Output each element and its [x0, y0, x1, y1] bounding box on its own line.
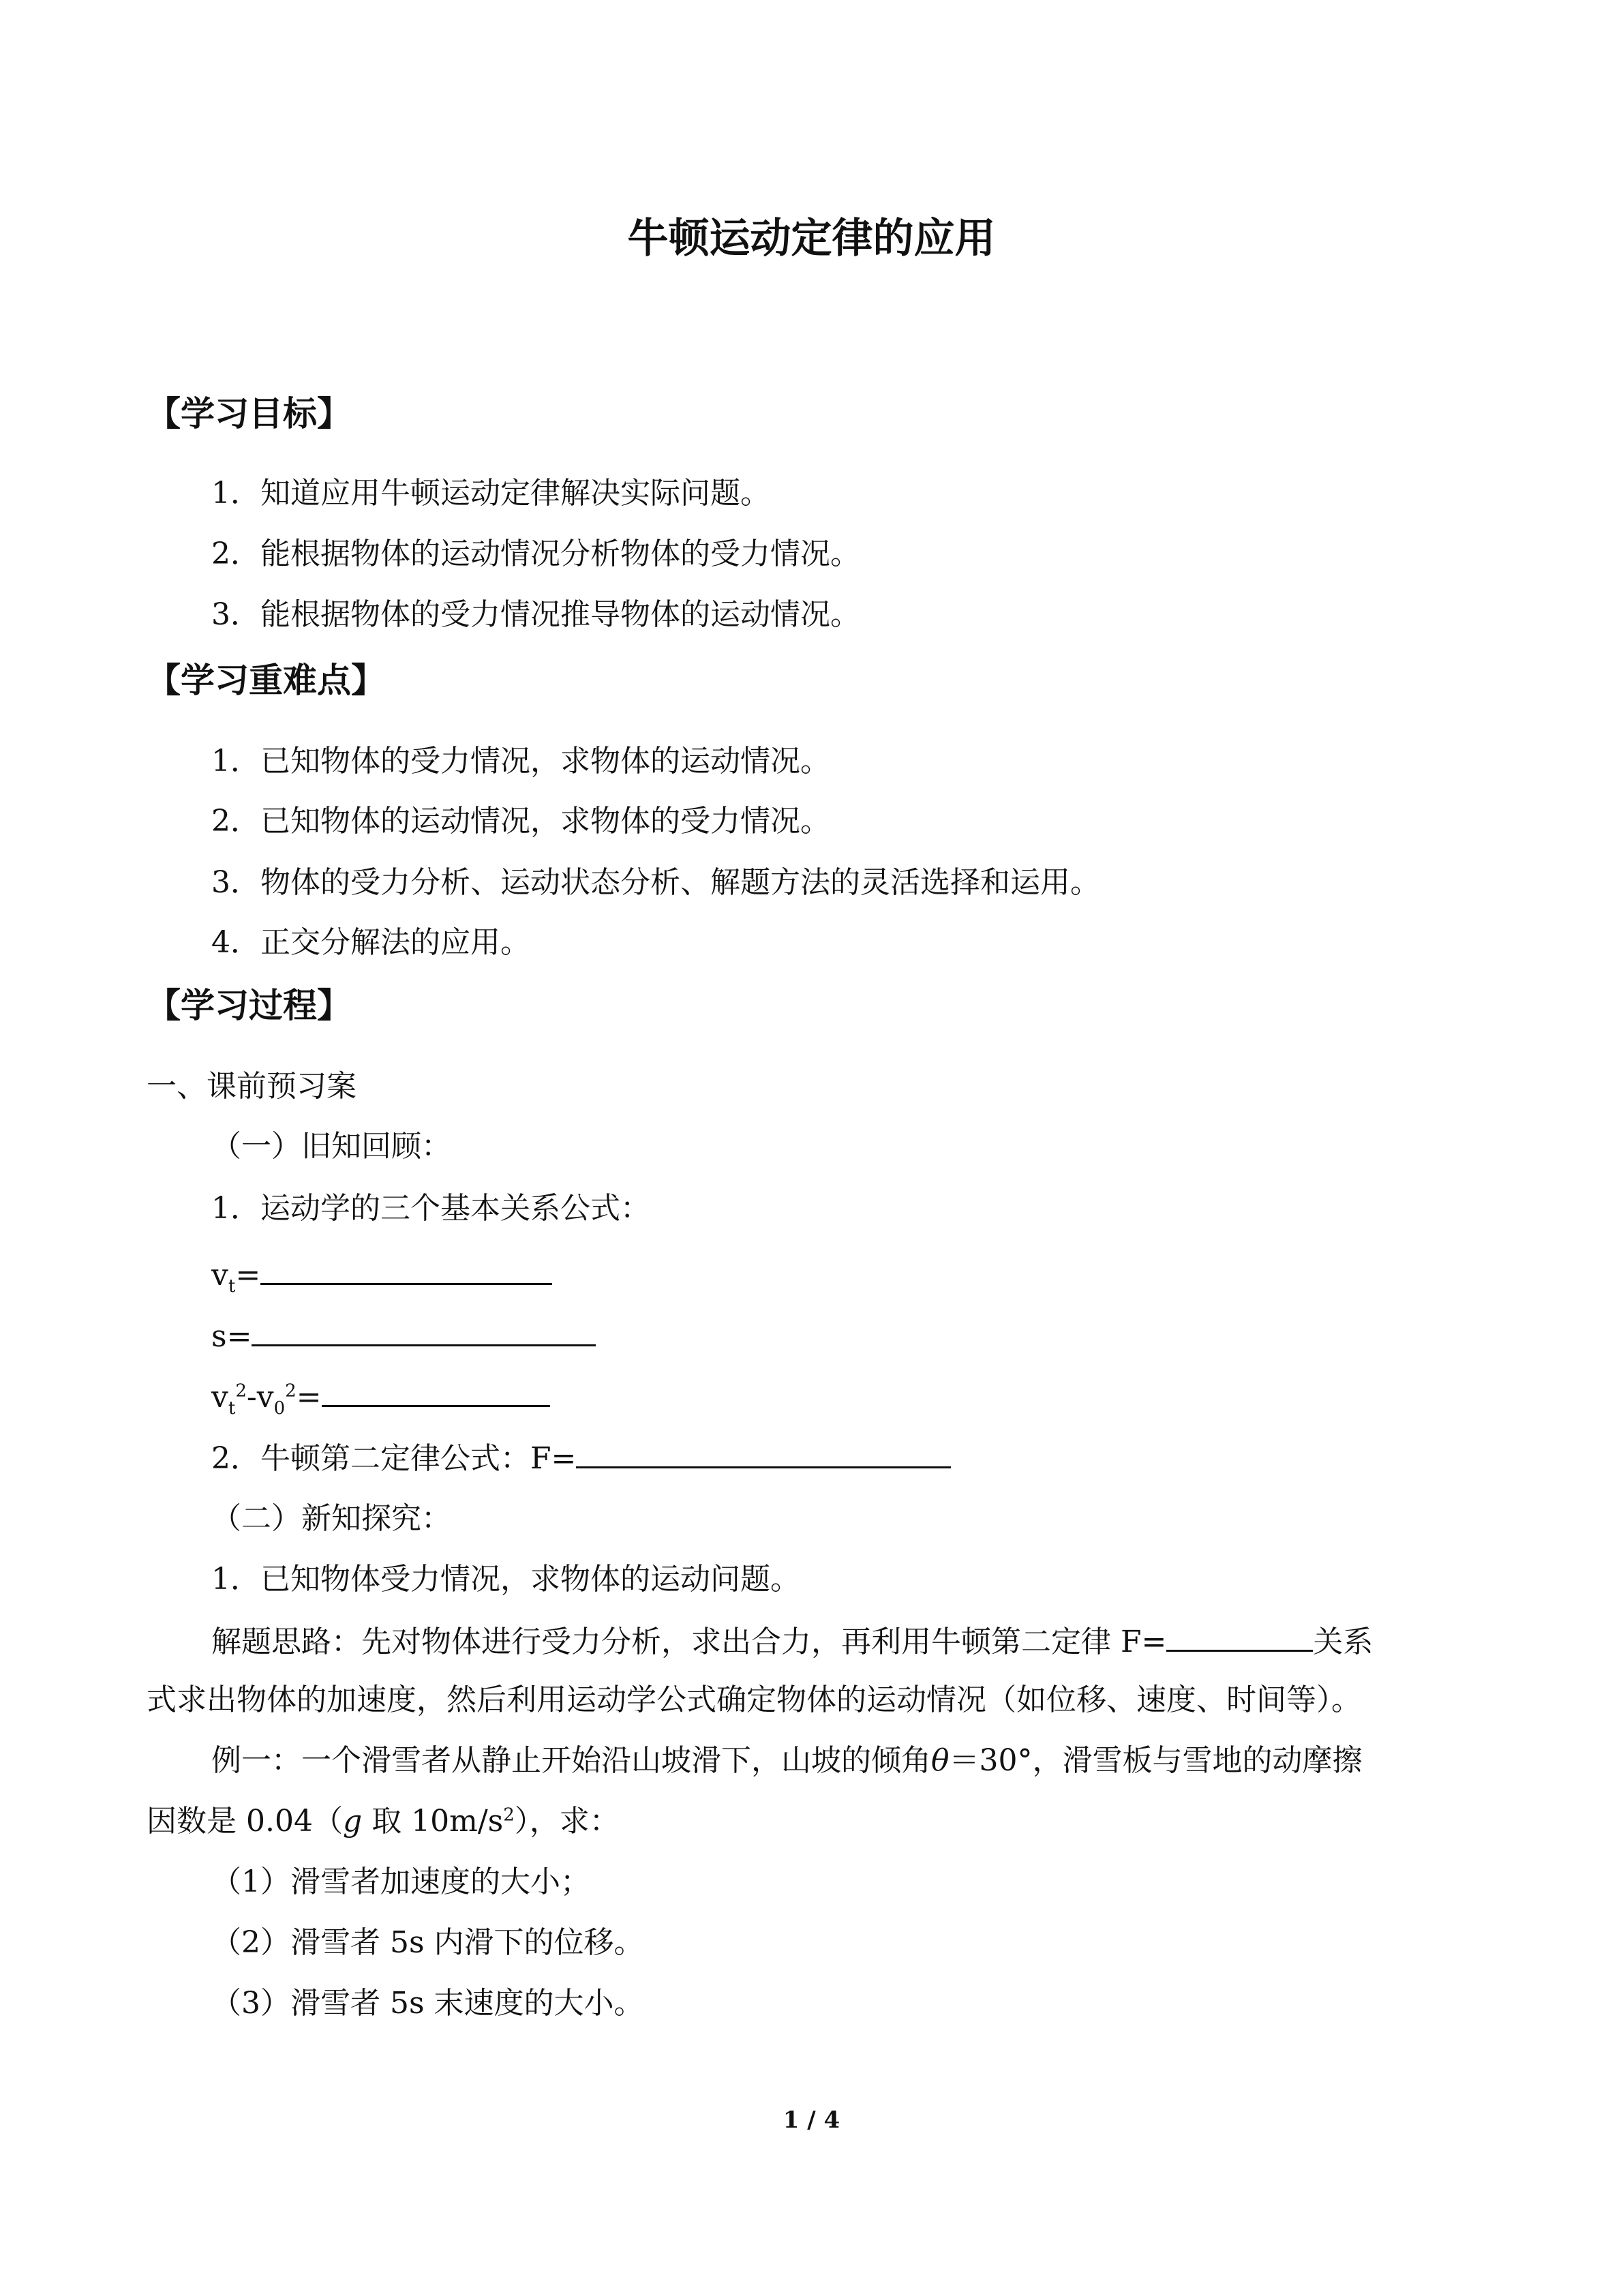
method-line-1	[211, 1620, 1373, 1663]
question-1: （1）滑雪者加速度的大小；	[211, 1864, 590, 1899]
blank-displacement[interactable]	[252, 1314, 596, 1346]
key-point-item-1: 1．已知物体的受力情况，求物体的运动情况。	[211, 744, 830, 779]
case-one-heading: 1．已知物体受力情况，求物体的运动问题。	[211, 1562, 800, 1597]
key-point-item-2: 2．已知物体的运动情况，求物体的受力情况。	[211, 804, 830, 839]
goal-item-1: 1．知道应用牛顿运动定律解决实际问题。	[211, 476, 770, 511]
key-point-item-4: 4．正交分解法的应用。	[211, 925, 530, 960]
formula-velocity	[211, 1253, 552, 1296]
example-text-d: 取 10m/s	[362, 1804, 504, 1839]
blank-newton-relation[interactable]	[1166, 1620, 1313, 1652]
formula-velocity-squared	[211, 1375, 550, 1418]
goal-item-2: 2．能根据物体的运动情况分析物体的受力情况。	[211, 537, 860, 571]
formula-v: v	[211, 1258, 228, 1293]
formula-sup-2a: 2	[235, 1380, 247, 1402]
newton-second-law-formula	[211, 1436, 951, 1479]
newton-second-law-label: 2．牛顿第二定律公式：F=	[211, 1441, 577, 1476]
formula-vt: v	[211, 1380, 228, 1415]
example-g: g	[342, 1804, 363, 1839]
example-text-b: ＝30°，滑雪板与雪地的动摩擦	[949, 1743, 1363, 1778]
formula-eq: =	[235, 1258, 261, 1293]
method-text-b: 关系	[1313, 1625, 1374, 1659]
kinematics-formulas-label: 1．运动学的三个基本关系公式：	[211, 1191, 650, 1226]
explore-heading: （二）新知探究：	[211, 1501, 451, 1536]
formula-sub-t2: t	[228, 1398, 236, 1419]
goal-item-3: 3．能根据物体的受力情况推导物体的运动情况。	[211, 597, 860, 632]
formula-v0: -v	[246, 1380, 274, 1415]
example-text-c: 因数是 0.04（	[147, 1804, 343, 1839]
example-theta: θ	[931, 1743, 950, 1778]
formula-sub-t: t	[228, 1275, 236, 1297]
formula-s: s=	[211, 1319, 252, 1354]
heading-key-points: 【学习重难点】	[147, 661, 385, 700]
blank-velocity[interactable]	[260, 1253, 552, 1285]
part-one-preview: 一、课前预习案	[147, 1069, 357, 1104]
method-line-2: 式求出物体的加速度，然后利用运动学公式确定物体的运动情况（如位移、速度、时间等）。	[147, 1682, 1361, 1717]
review-heading: （一）旧知回顾：	[211, 1129, 451, 1164]
formula-sup-2b: 2	[285, 1380, 297, 1402]
key-point-item-3: 3．物体的受力分析、运动状态分析、解题方法的灵活选择和运用。	[211, 865, 1100, 900]
question-2: （2）滑雪者 5s 内滑下的位移。	[211, 1925, 644, 1960]
formula-eq3: =	[296, 1380, 322, 1415]
formula-sub-0: 0	[273, 1398, 286, 1419]
blank-newton-force[interactable]	[576, 1436, 951, 1468]
method-text-a: 解题思路：先对物体进行受力分析，求出合力，再利用牛顿第二定律 F=	[211, 1625, 1167, 1659]
heading-process: 【学习过程】	[147, 986, 351, 1025]
example-text-e: ），求：	[514, 1804, 620, 1839]
question-3: （3）滑雪者 5s 末速度的大小。	[211, 1986, 644, 2021]
example-line-1	[211, 1740, 1363, 1781]
example-text-a: 例一：一个滑雪者从静止开始沿山坡滑下，山坡的倾角	[211, 1743, 931, 1778]
example-sup-2: 2	[503, 1804, 515, 1826]
formula-displacement	[211, 1314, 596, 1357]
example-line-2	[147, 1801, 620, 1842]
page-title: 牛顿运动定律的应用	[627, 215, 996, 262]
blank-velocity-squared[interactable]	[322, 1375, 550, 1407]
page-number: 1 / 4	[783, 2106, 840, 2134]
heading-goals: 【学习目标】	[147, 394, 351, 434]
